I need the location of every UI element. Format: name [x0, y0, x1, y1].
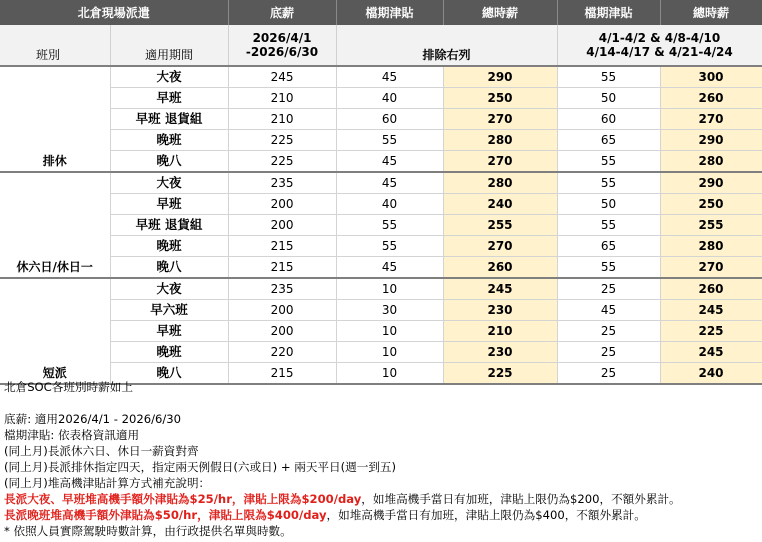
subsidy-cell: 45 [336, 257, 443, 279]
base-wage-cell: 235 [228, 172, 336, 194]
shift-cell: 大夜 [110, 172, 228, 194]
subsidy-peak-cell: 50 [557, 194, 660, 215]
base-wage-cell: 225 [228, 151, 336, 173]
total-wage-peak-cell: 300 [660, 66, 762, 88]
subsidy-peak-cell: 55 [557, 257, 660, 279]
subsidy-peak-cell: 55 [557, 66, 660, 88]
shift-cell: 早班 [110, 88, 228, 109]
total-wage-peak-cell: 245 [660, 300, 762, 321]
subsidy-peak-cell: 25 [557, 342, 660, 363]
note-summary: 北倉SOC各班別時薪如上 [4, 380, 133, 394]
header-total-wage: 總時薪 [443, 0, 557, 25]
shift-cell: 大夜 [110, 278, 228, 300]
note-weekend-alignment: (同上月)長派休六日、休日一薪資對齊 [4, 444, 199, 458]
note-forklift-intro: (同上月)堆高機津貼計算方式補充說明： [4, 476, 211, 490]
total-wage-cell: 280 [443, 172, 557, 194]
subsidy-cell: 45 [336, 172, 443, 194]
note-subsidy: 檔期津貼: 依表格資訊適用 [4, 428, 140, 442]
shift-cell: 早班 退貨組 [110, 215, 228, 236]
shift-cell: 大夜 [110, 66, 228, 88]
table-row [0, 151, 762, 173]
subsidy-peak-cell: 25 [557, 363, 660, 385]
base-wage-cell: 200 [228, 215, 336, 236]
subheader-excluded-note: 排除右列 [336, 25, 557, 66]
total-wage-peak-cell: 225 [660, 321, 762, 342]
table-row [0, 342, 762, 363]
total-wage-cell: 255 [443, 215, 557, 236]
total-wage-cell: 260 [443, 257, 557, 279]
table-row [0, 172, 762, 194]
subsidy-cell: 60 [336, 109, 443, 130]
subsidy-cell: 55 [336, 236, 443, 257]
total-wage-peak-cell: 280 [660, 151, 762, 173]
base-wage-cell: 215 [228, 257, 336, 279]
base-period-line1: 2026/4/1 [252, 31, 312, 45]
base-wage-cell: 235 [228, 278, 336, 300]
header-title: 北倉現場派遣 [0, 0, 228, 25]
table-row [0, 66, 762, 88]
subheader-base-period [228, 25, 336, 66]
header-subsidy-peak: 檔期津貼 [557, 0, 660, 25]
note-rest-days: (同上月)長派排休指定四天，指定兩天例假日(六或日) + 兩天平日(週一到五) [4, 460, 397, 474]
note-calculation-basis: * 依照人員實際駕駛時數計算，由行政提供名單與時數。 [4, 524, 292, 538]
total-wage-cell: 240 [443, 194, 557, 215]
shift-cell: 晚八 [110, 363, 228, 385]
base-wage-cell: 200 [228, 321, 336, 342]
subsidy-peak-cell: 55 [557, 151, 660, 173]
peak-range-line1: 4/1-4/2 & 4/8-4/10 [598, 31, 721, 45]
subsidy-cell: 55 [336, 130, 443, 151]
total-wage-cell: 225 [443, 363, 557, 385]
base-wage-cell: 215 [228, 236, 336, 257]
total-wage-peak-cell: 270 [660, 109, 762, 130]
note-base-period: 底薪: 適用2026/4/1 - 2026/6/30 [4, 412, 182, 426]
subsidy-cell: 10 [336, 363, 443, 385]
subheader-shift-type: 班別 [0, 25, 110, 66]
table-row [0, 300, 762, 321]
total-wage-cell: 270 [443, 151, 557, 173]
base-period-line2: -2026/6/30 [245, 45, 319, 59]
base-wage-cell: 200 [228, 194, 336, 215]
total-wage-cell: 245 [443, 278, 557, 300]
subsidy-cell: 55 [336, 215, 443, 236]
total-wage-cell: 270 [443, 109, 557, 130]
subsidy-peak-cell: 25 [557, 321, 660, 342]
subheader-peak-range [557, 25, 762, 66]
subsidy-cell: 45 [336, 151, 443, 173]
notes-section [4, 379, 760, 539]
shift-cell: 晚班 [110, 342, 228, 363]
total-wage-cell: 230 [443, 300, 557, 321]
base-wage-cell: 215 [228, 363, 336, 385]
group-label: 排休 [0, 66, 110, 172]
header-row [0, 0, 762, 25]
total-wage-peak-cell: 280 [660, 236, 762, 257]
table-row [0, 194, 762, 215]
subsidy-peak-cell: 45 [557, 300, 660, 321]
base-wage-cell: 220 [228, 342, 336, 363]
shift-cell: 晚班 [110, 236, 228, 257]
total-wage-cell: 270 [443, 236, 557, 257]
total-wage-peak-cell: 260 [660, 278, 762, 300]
subsidy-cell: 40 [336, 88, 443, 109]
total-wage-cell: 230 [443, 342, 557, 363]
note-forklift-night-early-emphasis: 長派大夜、早班堆高機手額外津貼為$25/hr，津貼上限為$200/day [4, 492, 362, 506]
table-row [0, 130, 762, 151]
table-row [0, 236, 762, 257]
shift-cell: 晚班 [110, 130, 228, 151]
total-wage-peak-cell: 255 [660, 215, 762, 236]
shift-cell: 晚八 [110, 257, 228, 279]
table-row [0, 215, 762, 236]
base-wage-cell: 210 [228, 109, 336, 130]
header-total-wage-peak: 總時薪 [660, 0, 762, 25]
note-forklift-night-early-rest: ，如堆高機手當日有加班，津貼上限仍為$200，不額外累計。 [361, 492, 681, 506]
table-row [0, 88, 762, 109]
total-wage-peak-cell: 290 [660, 130, 762, 151]
table-row [0, 257, 762, 279]
total-wage-peak-cell: 260 [660, 88, 762, 109]
subsidy-peak-cell: 60 [557, 109, 660, 130]
subsidy-peak-cell: 50 [557, 88, 660, 109]
total-wage-peak-cell: 245 [660, 342, 762, 363]
shift-cell: 早六班 [110, 300, 228, 321]
group-label: 短派 [0, 278, 110, 384]
subsidy-cell: 10 [336, 278, 443, 300]
shift-cell: 早班 [110, 321, 228, 342]
note-forklift-evening [4, 507, 760, 523]
note-spacer [4, 395, 760, 411]
subsidy-peak-cell: 55 [557, 172, 660, 194]
group-label: 休六日/休日一 [0, 172, 110, 278]
total-wage-peak-cell: 250 [660, 194, 762, 215]
note-forklift-evening-rest: ，如堆高機手當日有加班，津貼上限仍為$400，不額外累計。 [326, 508, 646, 522]
total-wage-cell: 290 [443, 66, 557, 88]
subsidy-cell: 10 [336, 321, 443, 342]
shift-cell: 晚八 [110, 151, 228, 173]
subsidy-cell: 45 [336, 66, 443, 88]
subsidy-peak-cell: 55 [557, 215, 660, 236]
table-row [0, 109, 762, 130]
table-row [0, 278, 762, 300]
total-wage-cell: 210 [443, 321, 557, 342]
subsidy-cell: 10 [336, 342, 443, 363]
base-wage-cell: 245 [228, 66, 336, 88]
peak-range-line2: 4/14-4/17 & 4/21-4/24 [586, 45, 733, 59]
subsidy-cell: 30 [336, 300, 443, 321]
note-forklift-evening-emphasis: 長派晚班堆高機手額外津貼為$50/hr，津貼上限為$400/day [4, 508, 327, 522]
subsidy-cell: 40 [336, 194, 443, 215]
note-forklift-night-early [4, 491, 760, 507]
header-base-wage: 底薪 [228, 0, 336, 25]
total-wage-cell: 280 [443, 130, 557, 151]
base-wage-cell: 210 [228, 88, 336, 109]
header-subsidy: 檔期津貼 [336, 0, 443, 25]
base-wage-cell: 225 [228, 130, 336, 151]
base-wage-cell: 200 [228, 300, 336, 321]
table-row [0, 321, 762, 342]
subheader-period-label: 適用期間 [110, 25, 228, 66]
total-wage-peak-cell: 240 [660, 363, 762, 385]
total-wage-cell: 250 [443, 88, 557, 109]
total-wage-peak-cell: 270 [660, 257, 762, 279]
subsidy-peak-cell: 65 [557, 236, 660, 257]
total-wage-peak-cell: 290 [660, 172, 762, 194]
subsidy-peak-cell: 65 [557, 130, 660, 151]
subsidy-peak-cell: 25 [557, 278, 660, 300]
subheader-row [0, 25, 762, 66]
shift-cell: 早班 退貨組 [110, 109, 228, 130]
shift-cell: 早班 [110, 194, 228, 215]
